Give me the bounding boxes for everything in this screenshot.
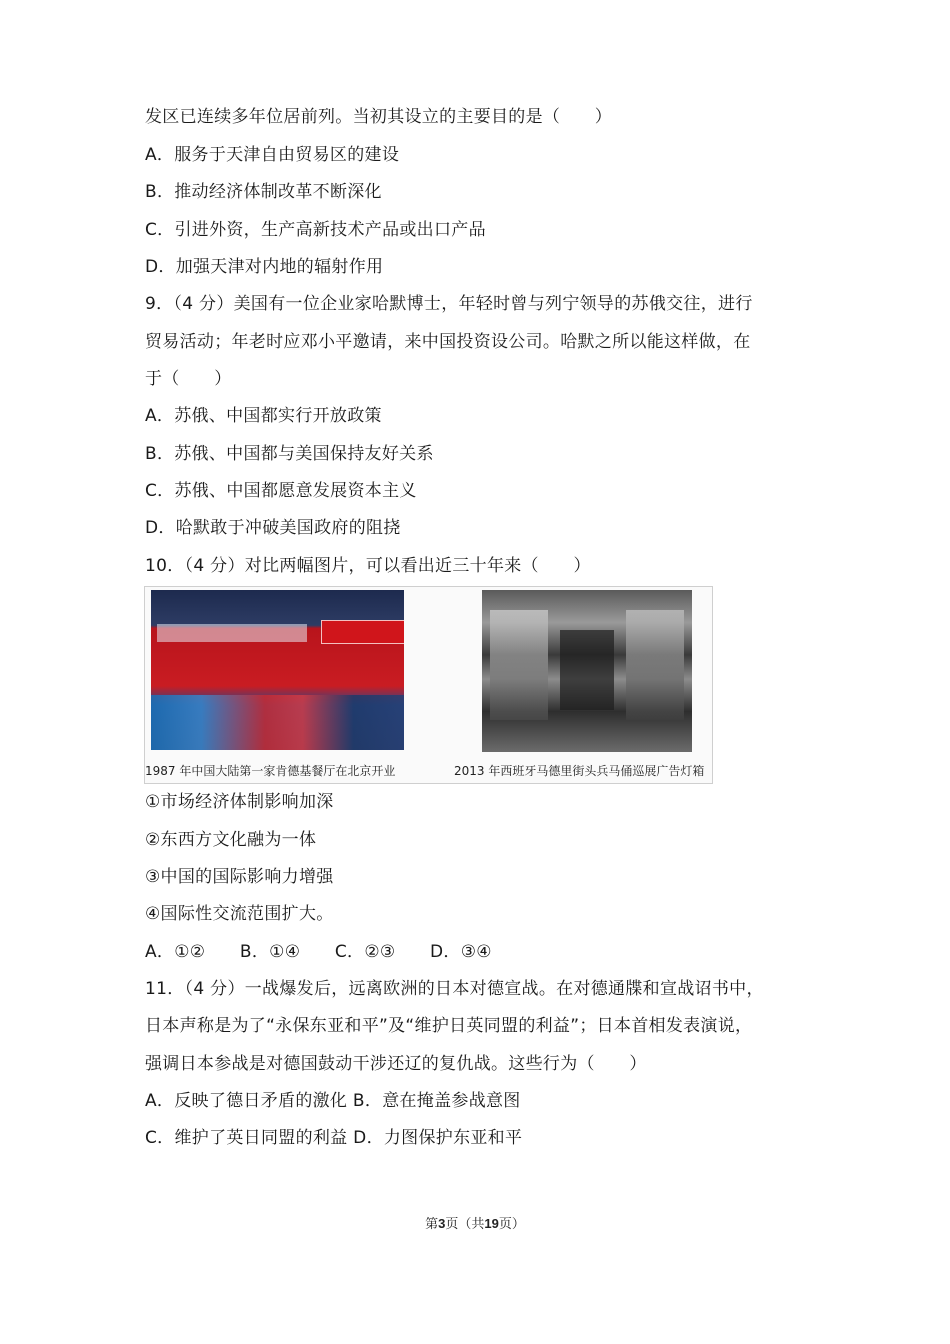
footer-mid: 页（共 — [445, 1217, 485, 1232]
q10-options: A．①② B．①④ C．②③ D．③④ — [145, 942, 492, 962]
q10-statement-2: ②东西方文化融为一体 — [145, 830, 317, 850]
question-9-stem-line1: 9．（4 分）美国有一位企业家哈默博士，年轻时曾与列宁领导的苏俄交往，进行 — [145, 294, 753, 314]
q9-option-a: A．苏俄、中国都实行开放政策 — [145, 406, 382, 426]
question-10-stem: 10．（4 分）对比两幅图片，可以看出近三十年来（ ） — [145, 556, 591, 576]
question-8-stem-continued: 发区已连续多年位居前列。当初其设立的主要目的是（ ） — [145, 107, 613, 127]
q9-option-c: C．苏俄、中国都愿意发展资本主义 — [145, 481, 417, 501]
footer-suffix: 页） — [498, 1217, 525, 1232]
q8-option-b: B．推动经济体制改革不断深化 — [145, 182, 382, 202]
question-9-stem-line3: 于（ ） — [145, 369, 232, 389]
figure-caption-left: 1987 年中国大陆第一家肯德基餐厅在北京开业 — [145, 764, 396, 778]
terracotta-lightbox-photo — [482, 590, 692, 752]
q8-option-d: D．加强天津对内地的辐射作用 — [145, 257, 384, 277]
question-9-stem-line2: 贸易活动；年老时应邓小平邀请，来中国投资设公司。哈默之所以能这样做，在 — [145, 332, 751, 352]
photo-panel-left — [490, 610, 548, 720]
q9-option-d: D．哈默敢于冲破美国政府的阻挠 — [145, 518, 401, 538]
q11-options-cd: C．维护了英日同盟的利益 D．力图保护东亚和平 — [145, 1128, 523, 1148]
q9-option-b: B．苏俄、中国都与美国保持友好关系 — [145, 444, 434, 464]
q8-option-c: C．引进外资，生产高新技术产品或出口产品 — [145, 220, 486, 240]
footer-total-pages: 19 — [484, 1216, 499, 1231]
page-footer — [0, 1215, 950, 1234]
question-11-stem-line1: 11．（4 分）一战爆发后，远离欧洲的日本对德宣战。在对德通牒和宣战诏书中， — [145, 979, 764, 999]
footer-prefix: 第 — [425, 1217, 439, 1232]
photo-banner — [157, 624, 307, 642]
photo-panel-right — [626, 610, 684, 720]
footer-page-number: 3 — [438, 1216, 446, 1231]
question-10-figure — [144, 586, 713, 784]
q10-statement-1: ①市场经济体制影响加深 — [145, 792, 334, 812]
photo-crowd — [151, 695, 404, 750]
q10-statement-3: ③中国的国际影响力增强 — [145, 867, 334, 887]
q11-options-ab: A．反映了德日矛盾的激化 B．意在掩盖参战意图 — [145, 1091, 521, 1111]
question-11-stem-line2: 日本声称是为了“永保东亚和平”及“维护日英同盟的利益”；日本首相发表演说， — [145, 1016, 753, 1036]
q8-option-a: A．服务于天津自由贸易区的建设 — [145, 145, 400, 165]
photo-panel-center — [560, 630, 614, 710]
photo-sign — [321, 620, 404, 644]
question-11-stem-line3: 强调日本参战是对德国鼓动干涉还辽的复仇战。这些行为（ ） — [145, 1054, 647, 1074]
q10-statement-4: ④国际性交流范围扩大。 — [145, 904, 334, 924]
figure-caption-right: 2013 年西班牙马德里街头兵马俑巡展广告灯箱 — [454, 764, 705, 778]
kfc-beijing-photo — [151, 590, 404, 750]
